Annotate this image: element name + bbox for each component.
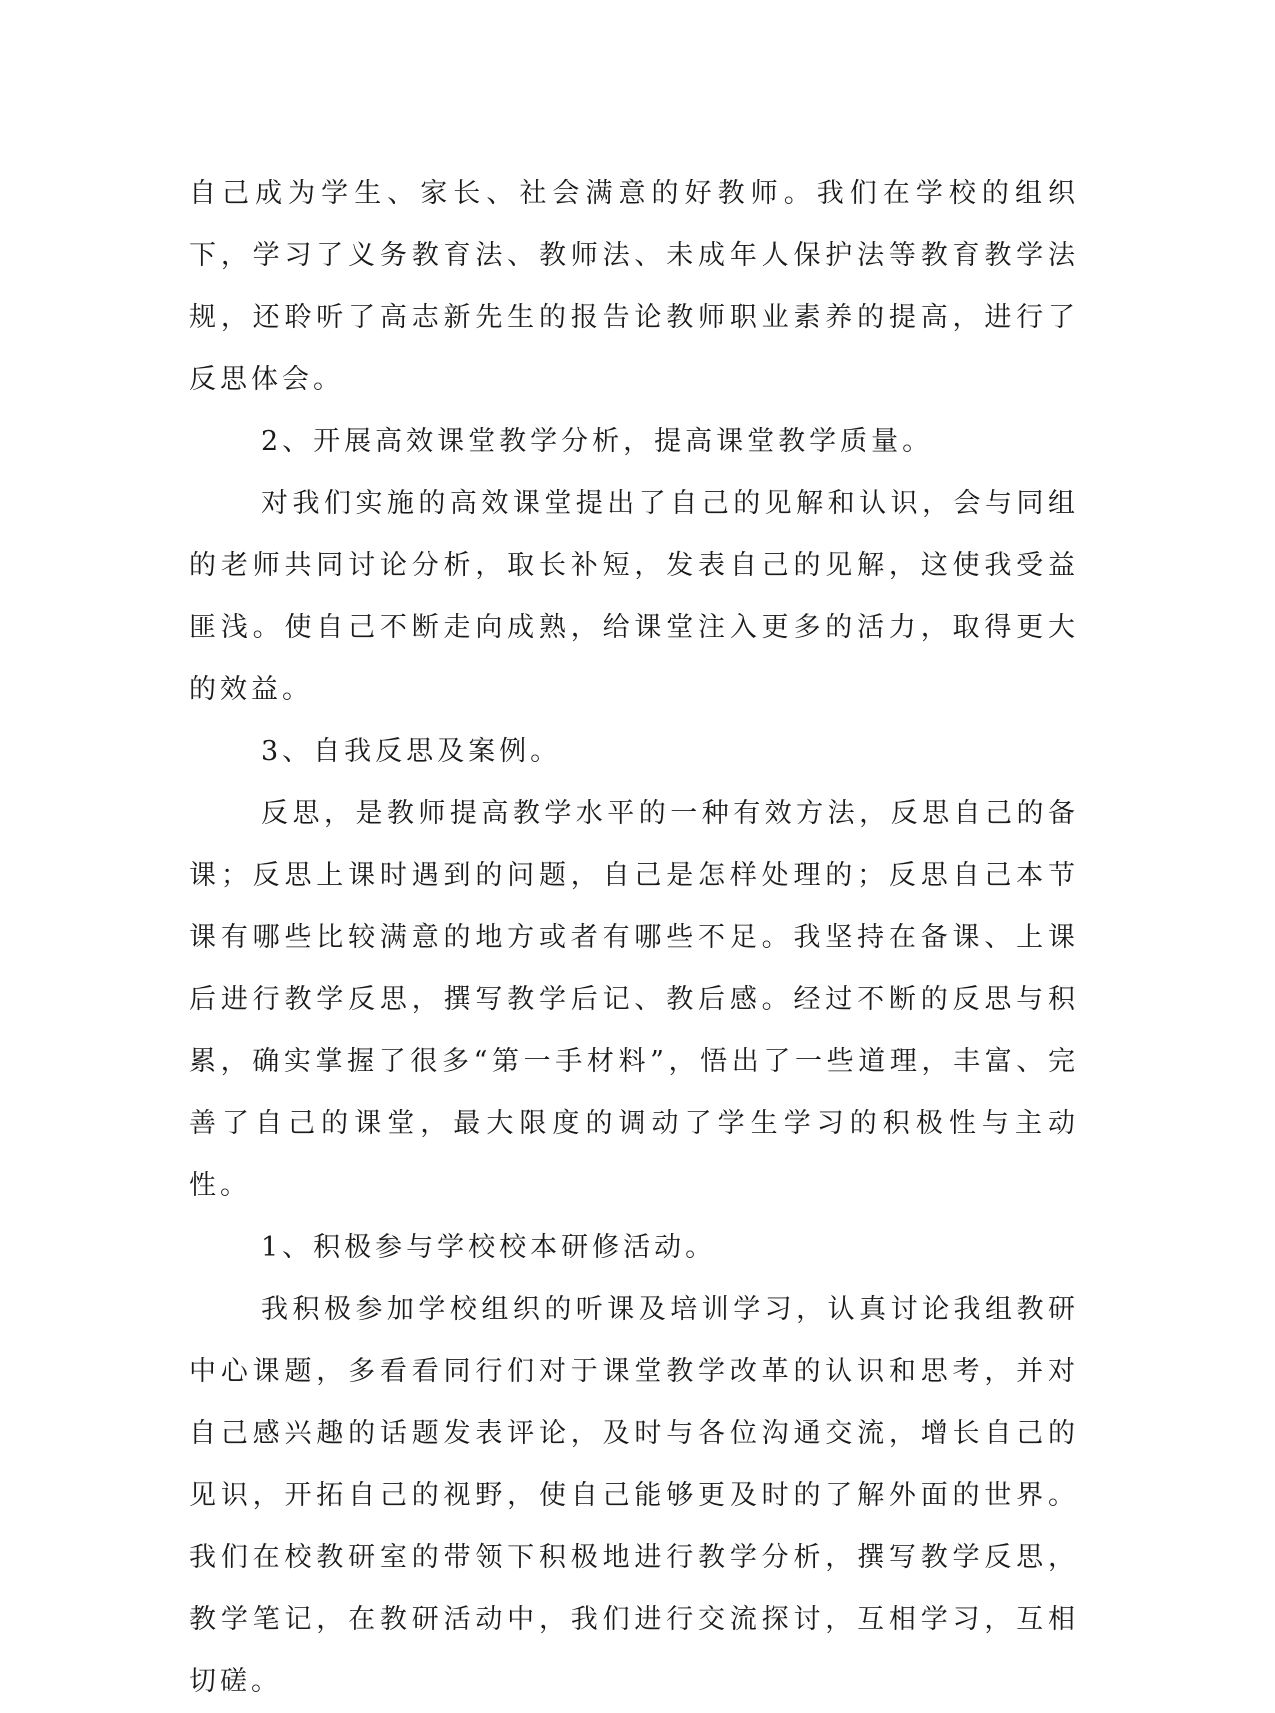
heading-2-efficient-classroom: 2、开展高效课堂教学分析，提高课堂教学质量。 (261, 426, 934, 457)
document-body (189, 163, 1079, 1713)
paragraph-7: 我积极参加学校组织的听课及培训学习，认真讨论我组教研中心课题，多看看同行们对于课堂教学改革的认识和思考，并对自己感兴趣的话题发表评论，及时与各位沟通交流，增长自己的见识，开拓自己的视野，使自己能够更及时的了解外面的世界。我们在校教研室的带领下积极地进行教学分析，撰写教学反思，教学笔记，在教研活动中，我们进行交流探讨，互相学习，互相切磋。 (189, 1294, 1079, 1697)
heading-3-self-reflection: 3、自我反思及案例。 (261, 736, 562, 767)
paragraph-1: 自己成为学生、家长、社会满意的好教师。我们在学校的组织下，学习了义务教育法、教师法、未成年人保护法等教育教学法规，还聆听了高志新先生的报告论教师职业素养的提高，进行了反思体会。 (189, 178, 1079, 395)
paragraph-5: 反思，是教师提高教学水平的一种有效方法，反思自己的备课；反思上课时遇到的问题，自己是怎样处理的；反思自己本节课有哪些比较满意的地方或者有哪些不足。我坚持在备课、上课后进行教学反思，撰写教学后记、教后感。经过不断的反思与积累，确实掌握了很多“第一手材料”，悟出了一些道理，丰富、完善了自己的课堂，最大限度的调动了学生学习的积极性与主动性。 (189, 798, 1079, 1201)
paragraph-3: 对我们实施的高效课堂提出了自己的见解和认识，会与同组的老师共同讨论分析，取长补短，发表自己的见解，这使我受益匪浅。使自己不断走向成熟，给课堂注入更多的活力，取得更大的效益。 (189, 488, 1079, 705)
heading-1-school-research: 1、积极参与学校校本研修活动。 (261, 1232, 717, 1263)
